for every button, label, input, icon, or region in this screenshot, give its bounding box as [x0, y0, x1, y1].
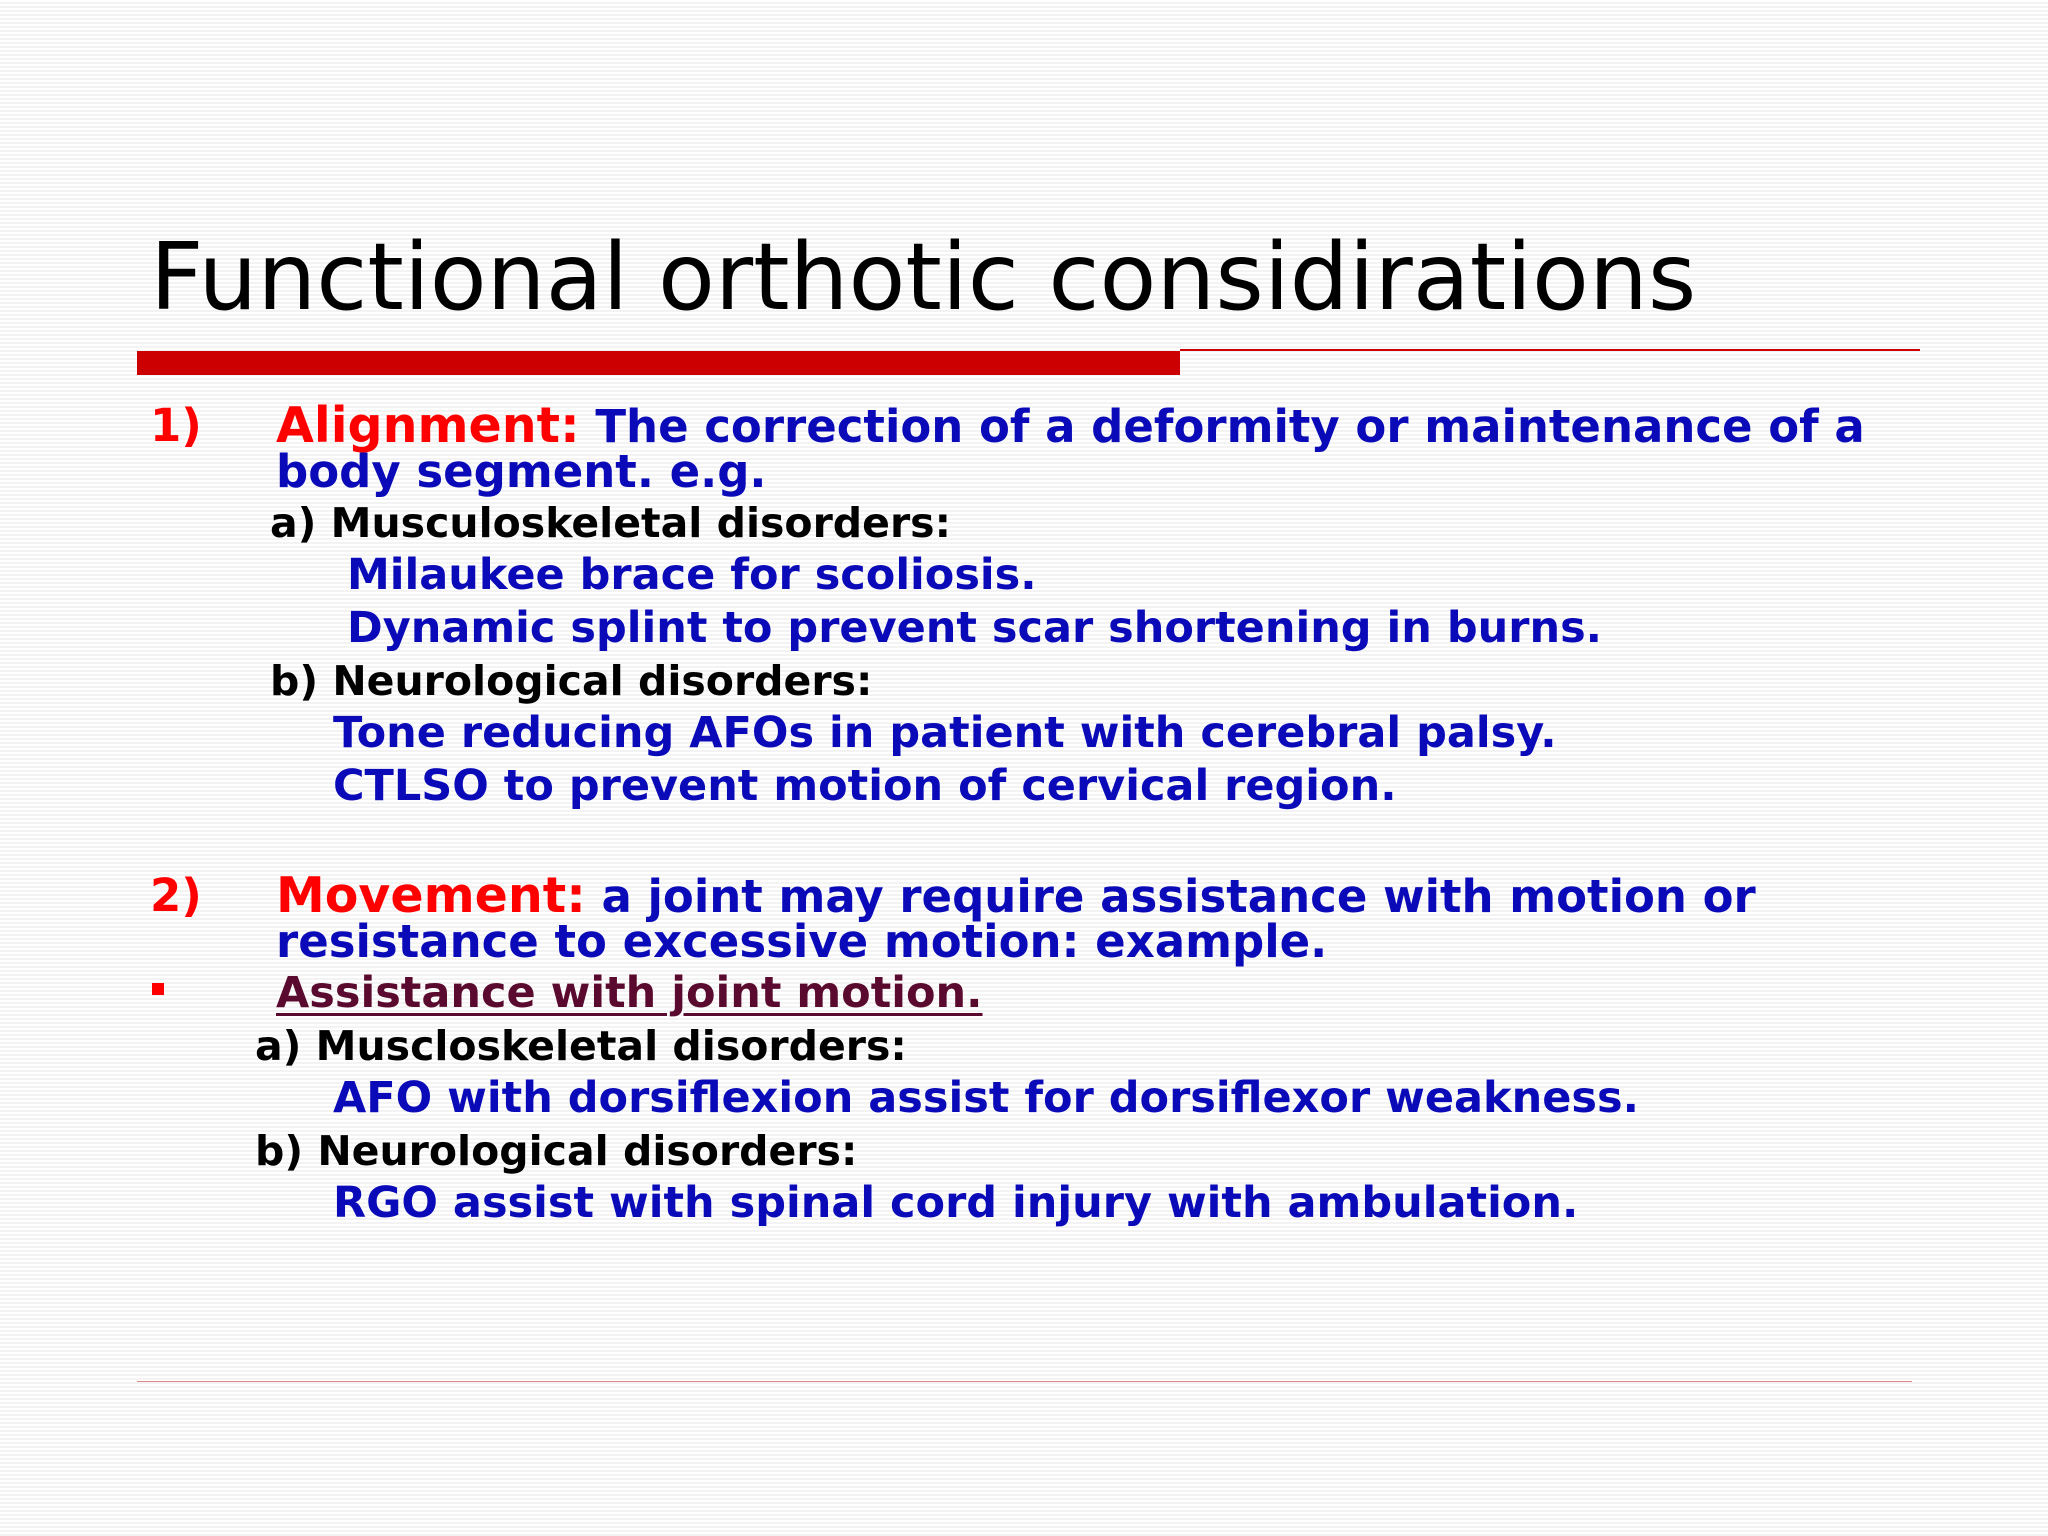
section-description-continued: resistance to excessive motion: example. — [276, 915, 1328, 968]
slide-title: Functional orthotic considirations — [150, 223, 1697, 331]
example-item: Dynamic splint to prevent scar shortening in burns. — [347, 603, 1603, 653]
section-description: The correction of a deformity or maintenance of a — [595, 400, 1865, 453]
group-label: a) Muscloskeletal disorders: — [255, 1022, 907, 1070]
section-term: Alignment: — [276, 397, 580, 454]
section-description: a joint may require assistance with motion or — [601, 870, 1756, 923]
example-item: AFO with dorsiflexion assist for dorsiflexor weakness. — [333, 1073, 1639, 1123]
section-number: 1) — [150, 399, 202, 452]
section-term: Movement: — [276, 867, 586, 924]
group-label: b) Neurological disorders: — [255, 1127, 858, 1175]
section-description-continued: body segment. e.g. — [276, 445, 767, 498]
title-underline-thick — [137, 351, 1180, 375]
bullet-square-icon — [152, 983, 164, 995]
example-item: CTLSO to prevent motion of cervical region. — [333, 761, 1397, 811]
subheading: Assistance with joint motion. — [276, 968, 983, 1018]
group-label: b) Neurological disorders: — [270, 657, 873, 705]
title-underline-thin — [1180, 349, 1920, 351]
group-label: a) Musculoskeletal disorders: — [270, 499, 951, 547]
section-number: 2) — [150, 869, 202, 922]
footer-divider — [137, 1381, 1912, 1382]
example-item: RGO assist with spinal cord injury with ambulation. — [333, 1178, 1579, 1228]
example-item: Milaukee brace for scoliosis. — [347, 550, 1037, 600]
example-item: Tone reducing AFOs in patient with cerebral palsy. — [333, 708, 1557, 758]
